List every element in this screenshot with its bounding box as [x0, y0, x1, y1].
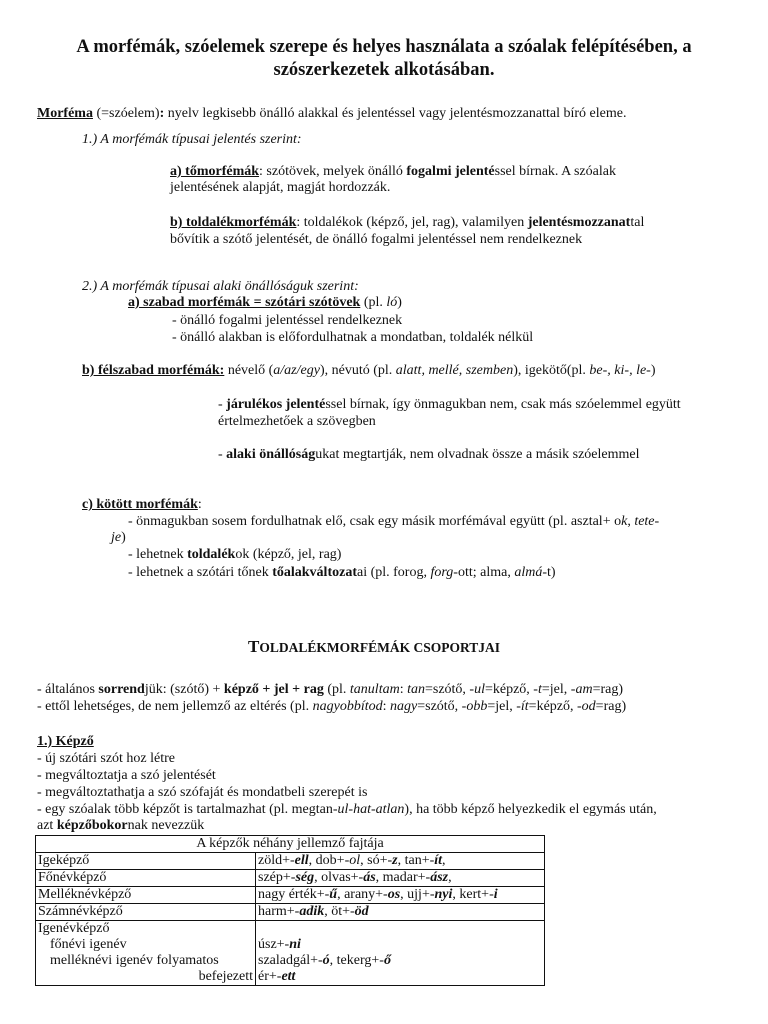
section2-b-line: b) félszabad morfémák: névelő (a/az/egy), névutó (pl. alatt, mellé, szemben), igekötő(pl. be-, ki-, le-) — [82, 363, 656, 378]
kepzo-item-2: - megváltoztatja a szó jelentését — [37, 768, 216, 783]
kepzo-table — [35, 835, 545, 986]
section2-a-item-2: - önálló alakban is előfordulhatnak a mondatban, toldalék nélkül — [172, 330, 534, 345]
table-row: Melléknévképző nagy érték+-ű, arany+-os, ujj+-nyi, kert+-i — [36, 887, 545, 904]
groups-line-1: - általános sorrendjük: (szótő) + képző + jel + rag (pl. tanultam: tan=szótő, -ul=képző, -t=jel, -am=rag) — [37, 682, 623, 697]
page-title: A morfémák, szóelemek szerepe és helyes használata a szóalak felépítésében, a szószerkezetek alkotásában. — [76, 37, 692, 80]
table-row: Számnévképző harm+-adik, öt+-öd — [36, 904, 545, 921]
kepzo-item-1: - új szótári szót hoz létre — [37, 751, 176, 766]
kepzo-item-3: - megváltoztathatja a szó szófaját és mondatbeli szerepét is — [37, 785, 368, 800]
section1-heading: 1.) A morfémák típusai jelentés szerint: — [82, 132, 302, 147]
section2-b-item-1: - járulékos jelentéssel bírnak, így önmagukban nem, csak más szóelemmel együtt — [218, 397, 681, 412]
section2-a-line: a) szabad morfémák = szótári szótövek (pl. ló) — [128, 295, 402, 310]
section1-b-line2: bővítik a szótő jelentését, de önálló fogalmi jelentéssel nem rendelkeznek — [170, 232, 583, 247]
section2-a-item-1: - önálló fogalmi jelentéssel rendelkeznek — [172, 313, 403, 328]
kepzo-heading: 1.) Képző — [37, 734, 94, 749]
groups-heading: TOLDALÉKMORFÉMÁK CSOPORTJAI — [248, 637, 501, 656]
kepzo-item-4: - egy szóalak több képzőt is tartalmazhat (pl. megtan-ul-hat-atlan), ha több képző helyezkedik el egymás után, — [37, 802, 657, 817]
table-row: Igenévképző főnévi igenév melléknévi igenév folyamatos befejezett úsz+-ni szaladgál+-ó, tekerg+-ő ér+-ett — [36, 921, 545, 986]
section2-c-item-3: - lehetnek a szótári tőnek tőalakváltozatai (pl. forog, forg-ott; alma, almá-t) — [128, 565, 556, 580]
definition-line: Morféma (=szóelem): nyelv legkisebb önálló alakkal és jelentéssel vagy jelentésmozzanattal bíró eleme. — [37, 106, 627, 121]
table-caption: A képzők néhány jellemző fajtája — [36, 836, 545, 853]
section1-a-line2: jelentésének alapját, magját hordozzák. — [170, 180, 391, 195]
section2-c-item-1-line2: je) — [111, 530, 126, 545]
section1-b-line1: b) toldalékmorfémák: toldalékok (képző, jel, rag), valamilyen jelentésmozzanattal — [170, 215, 645, 230]
table-caption-row — [36, 836, 545, 853]
section2-heading: 2.) A morfémák típusai alaki önállóságuk szerint: — [82, 279, 359, 294]
section2-b-item-1-line2: értelmezhetőek a szövegben — [218, 414, 376, 429]
term-morfema: Morféma — [37, 106, 93, 121]
groups-line-2: - ettől lehetséges, de nem jellemző az eltérés (pl. nagyobbítod: nagy=szótő, -obb=jel, -ít=képző, -od=rag) — [37, 699, 627, 714]
table-row: Igeképző zöld+-ell, dob+-ol, só+-z, tan+-ít, — [36, 853, 545, 870]
section2-c-item-2: - lehetnek toldalékok (képző, jel, rag) — [128, 547, 342, 562]
section2-c-line: c) kötött morfémák: — [82, 497, 202, 512]
kepzo-item-4-line2: azt képzőbokornak nevezzük — [37, 818, 205, 833]
section1-a-line1: a) tőmorfémák: szótövek, melyek önálló fogalmi jelentéssel bírnak. A szóalak — [170, 164, 616, 179]
table-row: Főnévképző szép+-ség, olvas+-ás, madar+-ász, — [36, 870, 545, 887]
section2-b-item-2: - alaki önállóságukat megtartják, nem olvadnak össze a másik szóelemmel — [218, 447, 640, 462]
section2-c-item-1: - önmagukban sosem fordulhatnak elő, csak egy másik morfémával együtt (pl. asztal+ ok, tete- — [128, 514, 660, 529]
